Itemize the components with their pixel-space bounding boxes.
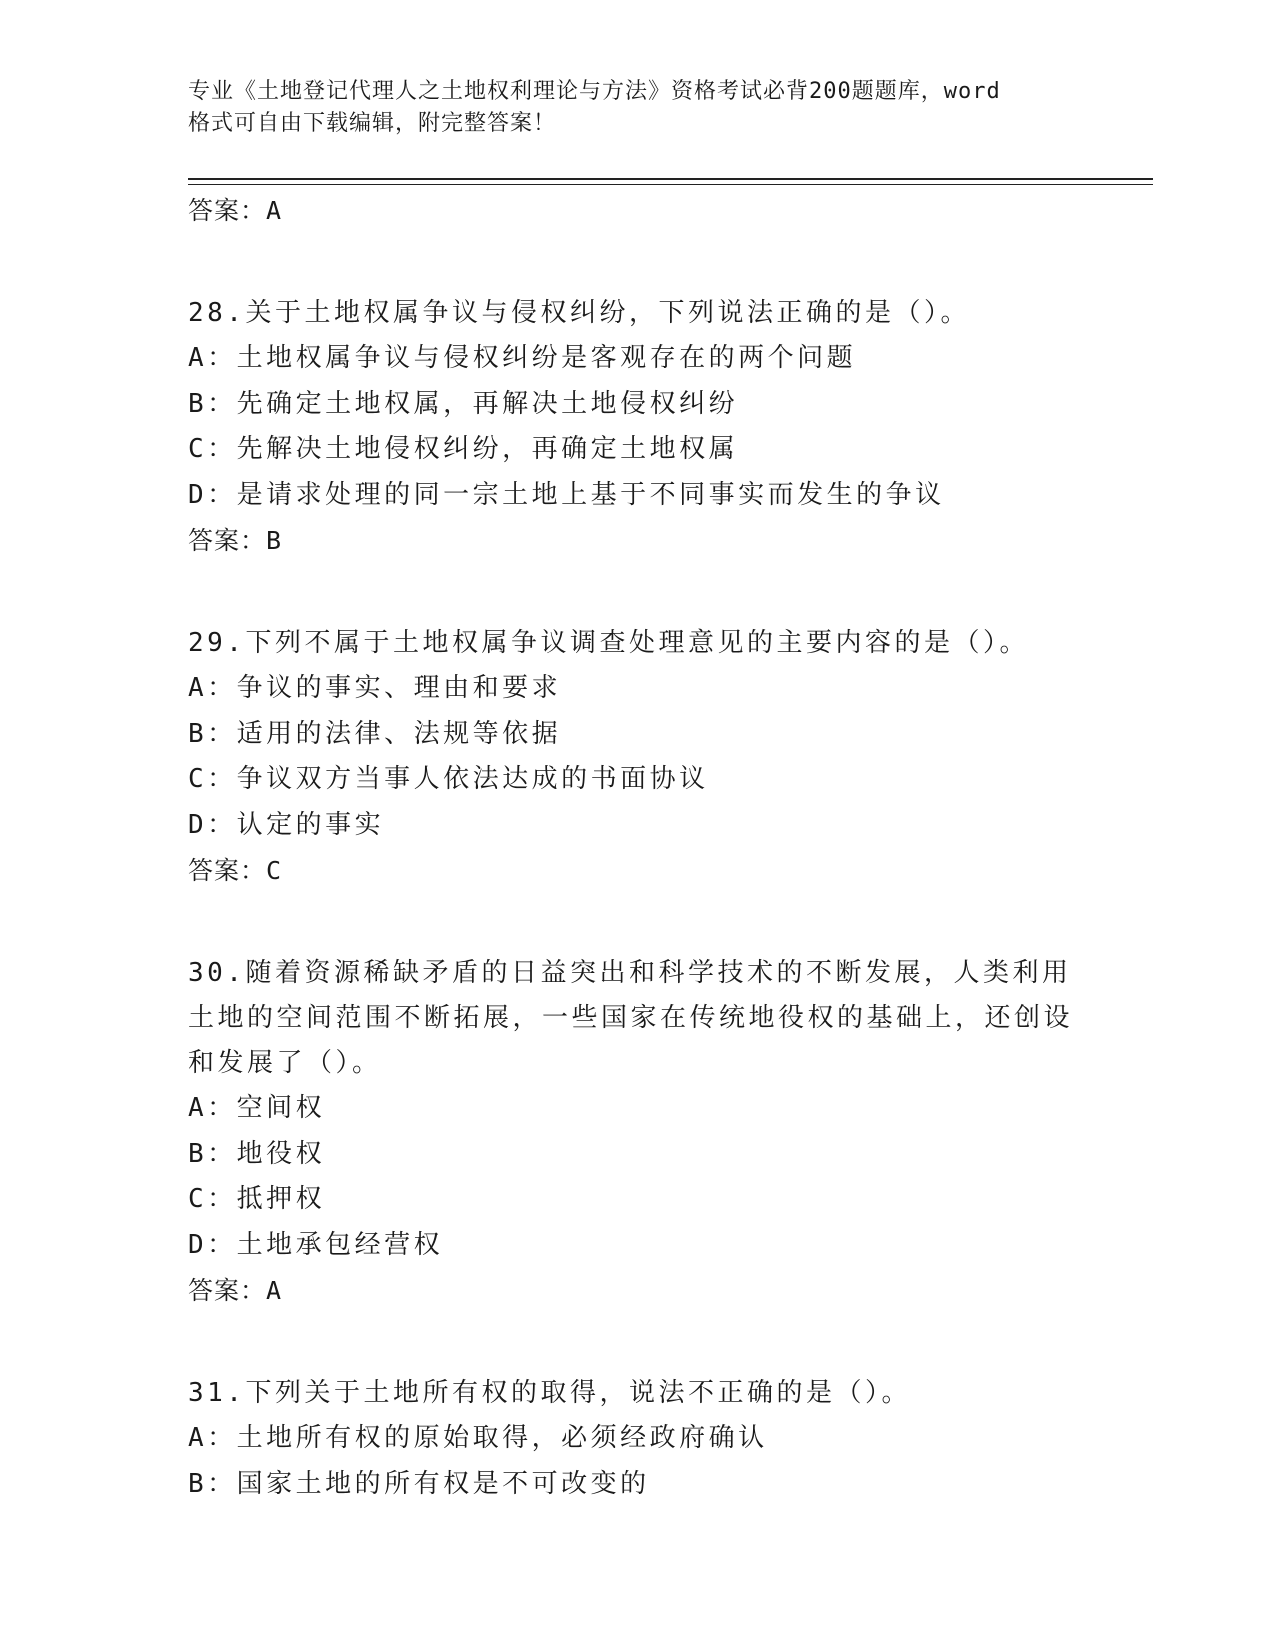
option-b: B：先确定土地权属，再解决土地侵权纠纷 [188,388,739,419]
question-31 [188,1371,1088,1507]
question-list [188,188,1088,1507]
question-30 [188,951,1088,1314]
option-b: B：国家土地的所有权是不可改变的 [188,1468,650,1499]
header-rule-thick [188,178,1153,180]
option-a: A：土地所有权的原始取得，必须经政府确认 [188,1423,768,1453]
question-stem: 30.随着资源稀缺矛盾的日益突出和科学技术的不断发展，人类利用土地的空间范围不断拓展，一些国家在传统地役权的基础上，还创设和发展了（）。 [188,958,1074,1078]
header-rule-thin [188,184,1153,185]
option-c: C：抵押权 [188,1184,326,1214]
question-stem: 31.下列关于土地所有权的取得，说法不正确的是（）。 [188,1378,911,1408]
option-c: C：争议双方当事人依法达成的书面协议 [188,764,709,794]
question-28 [188,291,1088,564]
option-d: D：是请求处理的同一宗土地上基于不同事实而发生的争议 [188,479,945,510]
option-d: D：认定的事实 [188,809,385,840]
option-d: D：土地承包经营权 [188,1229,444,1260]
question-stem: 29.下列不属于土地权属争议调查处理意见的主要内容的是（）。 [188,628,1029,658]
option-c: C：先解决土地侵权纠纷，再确定土地权属 [188,434,739,464]
answer-line: 答案：C [188,856,283,885]
question-stem: 28.关于土地权属争议与侵权纠纷，下列说法正确的是（）。 [188,298,970,328]
answer-line: 答案：A [188,1276,283,1305]
option-a: A：空间权 [188,1093,326,1123]
option-b: B：适用的法律、法规等依据 [188,718,562,749]
option-a: A：土地权属争议与侵权纠纷是客观存在的两个问题 [188,343,857,373]
page-header: 专业《土地登记代理人之土地权利理论与方法》资格考试必背200题题库，word 格式可自由下载编辑，附完整答案！ [188,79,1001,136]
option-b: B：地役权 [188,1138,326,1169]
answer-line: 答案：B [188,526,283,555]
question-29 [188,621,1088,894]
answer-line: 答案：A [188,196,283,225]
option-a: A：争议的事实、理由和要求 [188,673,562,703]
